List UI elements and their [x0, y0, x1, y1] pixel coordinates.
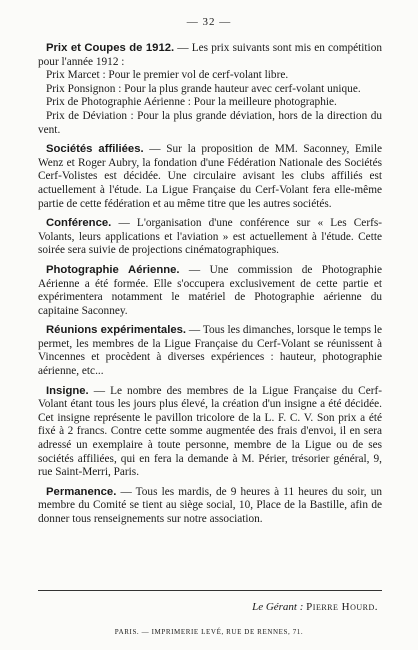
paragraph-prix-et-coupes	[38, 42, 382, 69]
page-number: — 32 —	[186, 16, 232, 28]
paragraph-insigne	[38, 385, 382, 480]
signature-line	[252, 601, 378, 613]
printer-imprint: PARIS. — IMPRIMERIE LEVÉ, RUE DE RENNES, 71.	[114, 628, 304, 636]
paragraph-heading: Prix et Coupes de 1912.	[46, 42, 175, 54]
page-body	[38, 42, 382, 533]
paragraph-societes-affiliees	[38, 143, 382, 211]
signature-name: Pierre Hourd.	[306, 601, 378, 613]
paragraph-photographie-aerienne	[38, 264, 382, 318]
prize-item: Prix Ponsignon : Pour la plus grande hauteur avec cerf-volant unique.	[46, 82, 361, 95]
prize-item: Prix de Déviation : Pour la plus grande déviation, hors de la direction du vent.	[38, 109, 382, 136]
paragraph-heading: Permanence.	[46, 485, 117, 498]
paragraph-text: — Une commission de Photographie Aérienne a été formée. Elle s'occupera exclusivement de cette partie et expérimentera notamment le matériel de Photographie aérienne du capitaine Saconney.	[38, 263, 382, 317]
paragraph-conference	[38, 217, 382, 258]
paragraph-heading: Sociétés affiliées.	[46, 143, 144, 156]
paragraph-heading: Insigne.	[46, 384, 89, 397]
paragraph-reunions-experimentales	[38, 324, 382, 378]
paragraph-text: — Tous les mardis, de 9 heures à 11 heures du soir, un membre du Comité se tient au siège social, 10, Place de la Bastille, afin de donner tous renseignements sur notre association.	[38, 485, 382, 525]
paragraph-heading: Réunions expérimentales.	[46, 324, 187, 337]
paragraph-text: — Tous les dimanches, lorsque le temps le permet, les membres de la Ligue Française du Cerf-Volant se réunissent à Vincennes et procèdent à diverses expériences : hauteur, photographie aérienne, etc...	[38, 324, 382, 378]
paragraph-heading: Photographie Aérienne.	[46, 263, 180, 276]
signature-label: Le Gérant :	[252, 601, 304, 613]
paragraph-text: — Les prix suivants sont mis en compétition pour l'année 1912 :	[38, 42, 382, 68]
prize-item: Prix Marcet : Pour le premier vol de cerf-volant libre.	[46, 69, 289, 82]
divider-rule	[38, 590, 382, 591]
paragraph-text: — L'organisation d'une conférence sur « Les Cerfs-Volants, leurs applications et l'aviation » est actuellement à l'étude. Cette soirée sera suivie de projections cinématographiques.	[38, 217, 382, 257]
paragraph-text: — Le nombre des membres de la Ligue Française du Cerf-Volant étant tous les jours plus élevé, la création d'un insigne a été décidée. Cet insigne représente le pavillon tricolore de la L. F. C. V. Son prix a été fixé à 2 francs. Contre cette somme augmentée des frais d'envoi, il en sera adressé un exemplaire à toute personne, membre de la Ligue ou de ses sociétés affiliées, qui en fera la demande à M. Périer, trésorier général, 9, rue Saint-Merri, Paris.	[38, 384, 382, 479]
prize-item: Prix de Photographie Aérienne : Pour la meilleure photographie.	[46, 96, 337, 109]
paragraph-text: — Sur la proposition de MM. Saconney, Emile Wenz et Roger Aubry, la fondation d'une Fédération Nationale des Sociétés Cerf-Volistes est décidée. Une circulaire avisant les clubs affiliés est actuellement à l'étude. La Ligue Française du Cerf-Volant fera elle-même partie de cette fédération et au même titre que les autres sociétés.	[38, 143, 382, 210]
paragraph-permanence	[38, 486, 382, 527]
paragraph-heading: Conférence.	[46, 217, 112, 230]
